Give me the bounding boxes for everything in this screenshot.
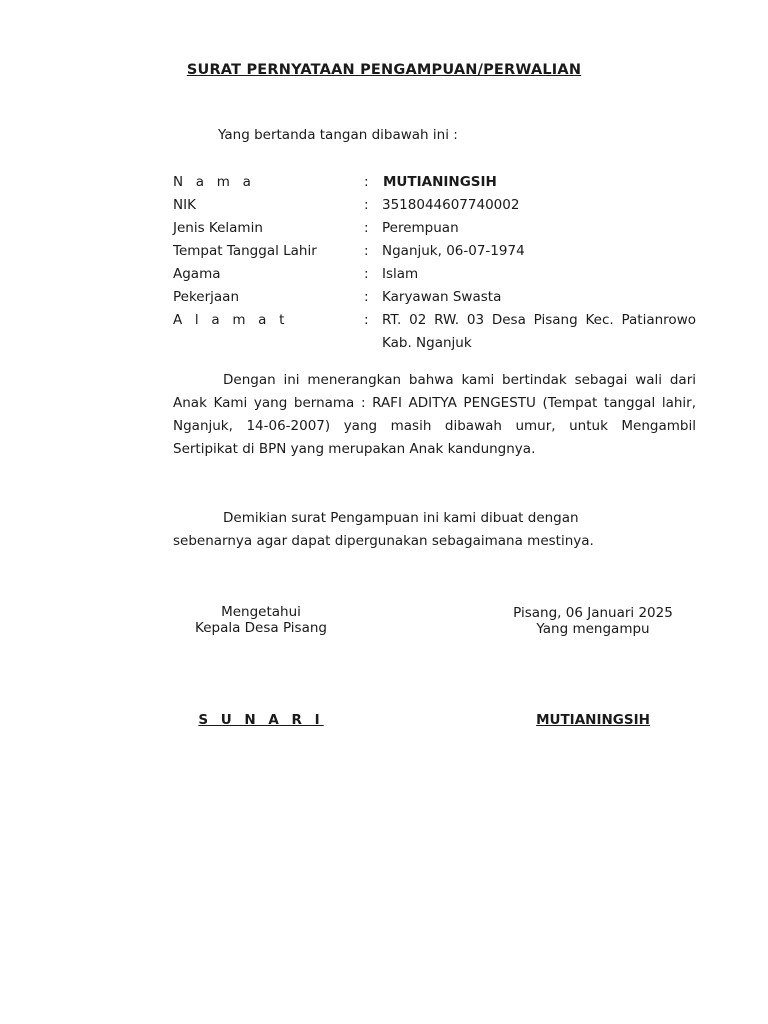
signature-left-line1: Mengetahui <box>221 604 301 620</box>
field-row-nama <box>173 172 696 195</box>
identity-fields <box>173 172 696 356</box>
field-label: Agama <box>173 266 221 282</box>
field-label: A l a m a t <box>173 312 289 328</box>
field-colon: : <box>364 312 369 328</box>
closing-paragraph <box>173 507 696 553</box>
signature-right-line1: Pisang, 06 Januari 2025 <box>513 605 673 621</box>
field-label: Tempat Tanggal Lahir <box>173 243 317 259</box>
field-value: Karyawan Swasta <box>382 289 502 305</box>
field-value: Islam <box>382 266 419 282</box>
field-label: Jenis Kelamin <box>173 220 263 236</box>
field-colon: : <box>364 266 369 282</box>
field-row-nik <box>173 195 696 218</box>
field-value: Perempuan <box>382 220 459 236</box>
field-row-alamat <box>173 310 696 356</box>
field-colon: : <box>364 289 369 305</box>
signature-left-line2: Kepala Desa Pisang <box>195 620 327 636</box>
intro-text: Yang bertanda tangan dibawah ini : <box>218 127 458 143</box>
field-value: 3518044607740002 <box>382 197 520 213</box>
field-colon: : <box>364 243 369 259</box>
closing-line-1: Demikian surat Pengampuan ini kami dibuat dengan <box>223 510 579 526</box>
field-row-ttl <box>173 241 696 264</box>
document-title: SURAT PERNYATAAN PENGAMPUAN/PERWALIAN <box>186 62 582 78</box>
field-label: NIK <box>173 197 196 213</box>
field-value: Nganjuk, 06-07-1974 <box>382 243 525 259</box>
field-colon: : <box>364 174 369 190</box>
statement-paragraph <box>173 369 696 461</box>
signature-block-right <box>493 605 693 637</box>
field-value: RT. 02 RW. 03 Desa Pisang Kec. Patianrowo Kab. Nganjuk <box>382 312 696 351</box>
field-row-pekerjaan <box>173 287 696 310</box>
field-label: Pekerjaan <box>173 289 240 305</box>
signature-right-name: MUTIANINGSIH <box>536 712 650 728</box>
signature-right-line2: Yang mengampu <box>536 621 650 637</box>
statement-text: Dengan ini menerangkan bahwa kami bertindak sebagai wali dari Anak Kami yang bernama : RAFI ADITYA PENGESTU (Tempat tanggal lahir, Nganjuk, 14-06-2007) yang masih dibawah umur, untuk Mengambil Sertipikat di BPN yang merupakan Anak kandungnya. <box>173 372 696 457</box>
field-row-jenis-kelamin <box>173 218 696 241</box>
signature-block-left <box>161 604 361 636</box>
field-value: MUTIANINGSIH <box>383 174 497 190</box>
field-colon: : <box>364 220 369 236</box>
field-row-agama <box>173 264 696 287</box>
field-label: N a m a <box>173 174 256 190</box>
field-colon: : <box>364 197 369 213</box>
closing-line-2: sebenarnya agar dapat dipergunakan sebagaimana mestinya. <box>173 533 594 549</box>
signature-left-name: S U N A R I <box>198 712 324 728</box>
